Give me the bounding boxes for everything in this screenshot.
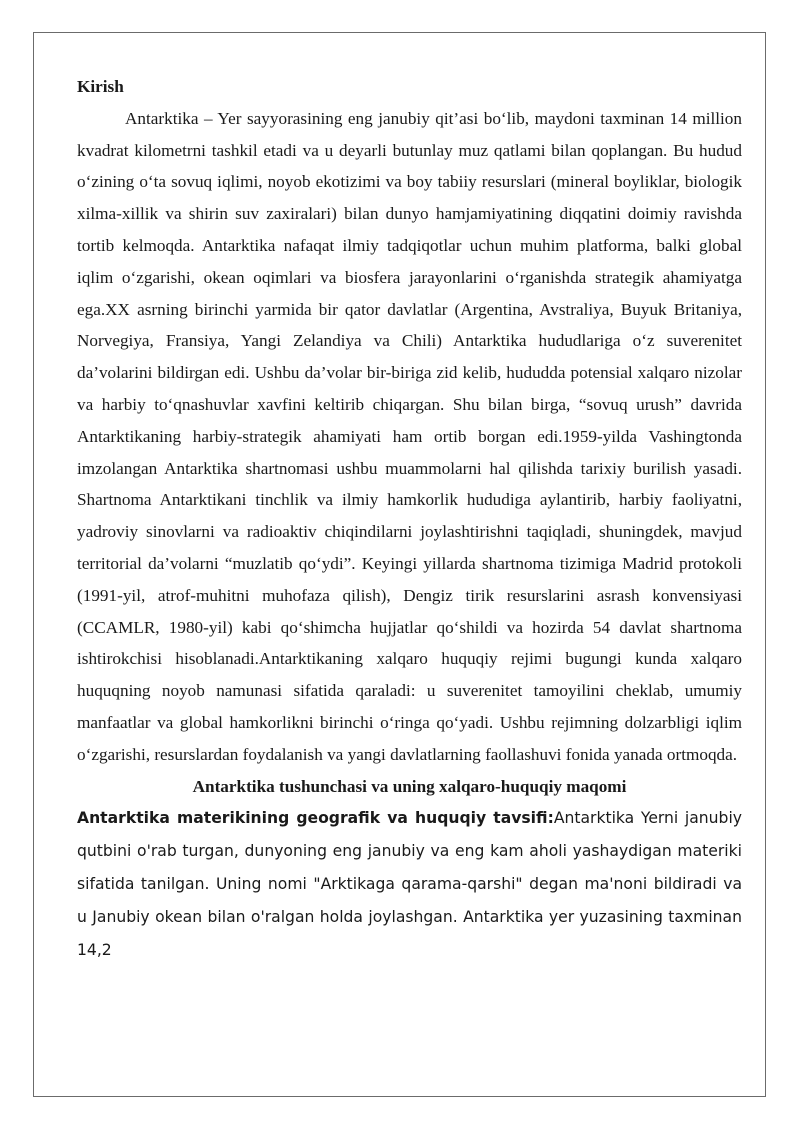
subsection-paragraph — [77, 802, 742, 966]
subsection-lead: Antarktika materikining geografik va huquqiy tavsifi: — [77, 809, 554, 828]
intro-paragraph: Antarktika – Yer sayyorasining eng janubiy qit’asi bo‘lib, maydoni taxminan 14 million kvadrat kilometrni tashkil etadi va u deyarli butunlay muz qatlami bilan qoplangan. Bu hudud o‘zining o‘ta sovuq iqlimi, noyob ekotizimi va boy tabiiy resurslari (mineral boyliklar, biologik xilma-xillik va shirin suv zaxiralari) bilan dunyo hamjamiyatining diqqatini doimiy ravishda tortib kelmoqda. Antarktika nafaqat ilmiy tadqiqotlar uchun muhim platforma, balki global iqlim o‘zgarishi, okean oqimlari va biosfera jarayonlarini o‘rganishda strategik ahamiyatga ega.XX asrning birinchi yarmida bir qator davlatlar (Argentina, Avstraliya, Buyuk Britaniya, Norvegiya, Fransiya, Yangi Zelandiya va Chili) Antarktika hududlariga o‘z suverenitet da’volarini bildirgan edi. Ushbu da’volar bir-biriga zid kelib, hududda potensial xalqaro nizolar va harbiy to‘qnashuvlar xavfini keltirib chiqargan. Shu bilan birga, “sovuq urush” davrida Antarktikaning harbiy-strategik ahamiyati ham ortib borgan edi.1959-yilda Vashingtonda imzolangan Antarktika shartnomasi ushbu muammolarni hal qilishda tarixiy burilish yasadi. Shartnoma Antarktikani tinchlik va ilmiy hamkorlik hududiga aylantirib, harbiy faoliyatni, yadroviy sinovlarni va radioaktiv chiqindilarni joylashtirishni taqiqladi, shuningdek, mavjud territorial da’volarni “muzlatib qo‘ydi”. Keyingi yillarda shartnoma tizimiga Madrid protokoli (1991-yil, atrof-muhitni muhofaza qilish), Dengiz tirik resurslarini asrash konvensiyasi (CCAMLR, 1980-yil) kabi qo‘shimcha hujjatlar qo‘shildi va hozirda 54 davlat shartnoma ishtirokchisi hisoblanadi.Antarktikaning xalqaro huquqiy rejimi bugungi kunda xalqaro huquqning noyob namunasi sifatida qaraladi: u suverenitet tamoyilini cheklab, umumiy manfaatlar va global hamkorlikni birinchi o‘ringa qo‘yadi. Ushbu rejimning dolzarbligi iqlim o‘zgarishi, resurslardan foydalanish va yangi davlatlarning faollashuvi fonida yanada ortmoqda. — [77, 108, 742, 764]
subsection-text: Antarktika Yerni janubiy qutbini o'rab turgan, dunyoning eng janubiy va eng kam aholi yashaydigan materiki sifatida tanilgan. Uning nomi "Arktikaga qarama-qarshi" degan ma'noni bildiradi va u Janubiy okean bilan o'ralgan holda joylashgan. Antarktika yer yuzasining taxminan 14,2 — [77, 809, 742, 959]
section-title: Antarktika tushunchasi va uning xalqaro-huquqiy maqomi — [192, 776, 627, 796]
intro-heading: Kirish — [77, 77, 124, 96]
document-body — [77, 71, 742, 966]
